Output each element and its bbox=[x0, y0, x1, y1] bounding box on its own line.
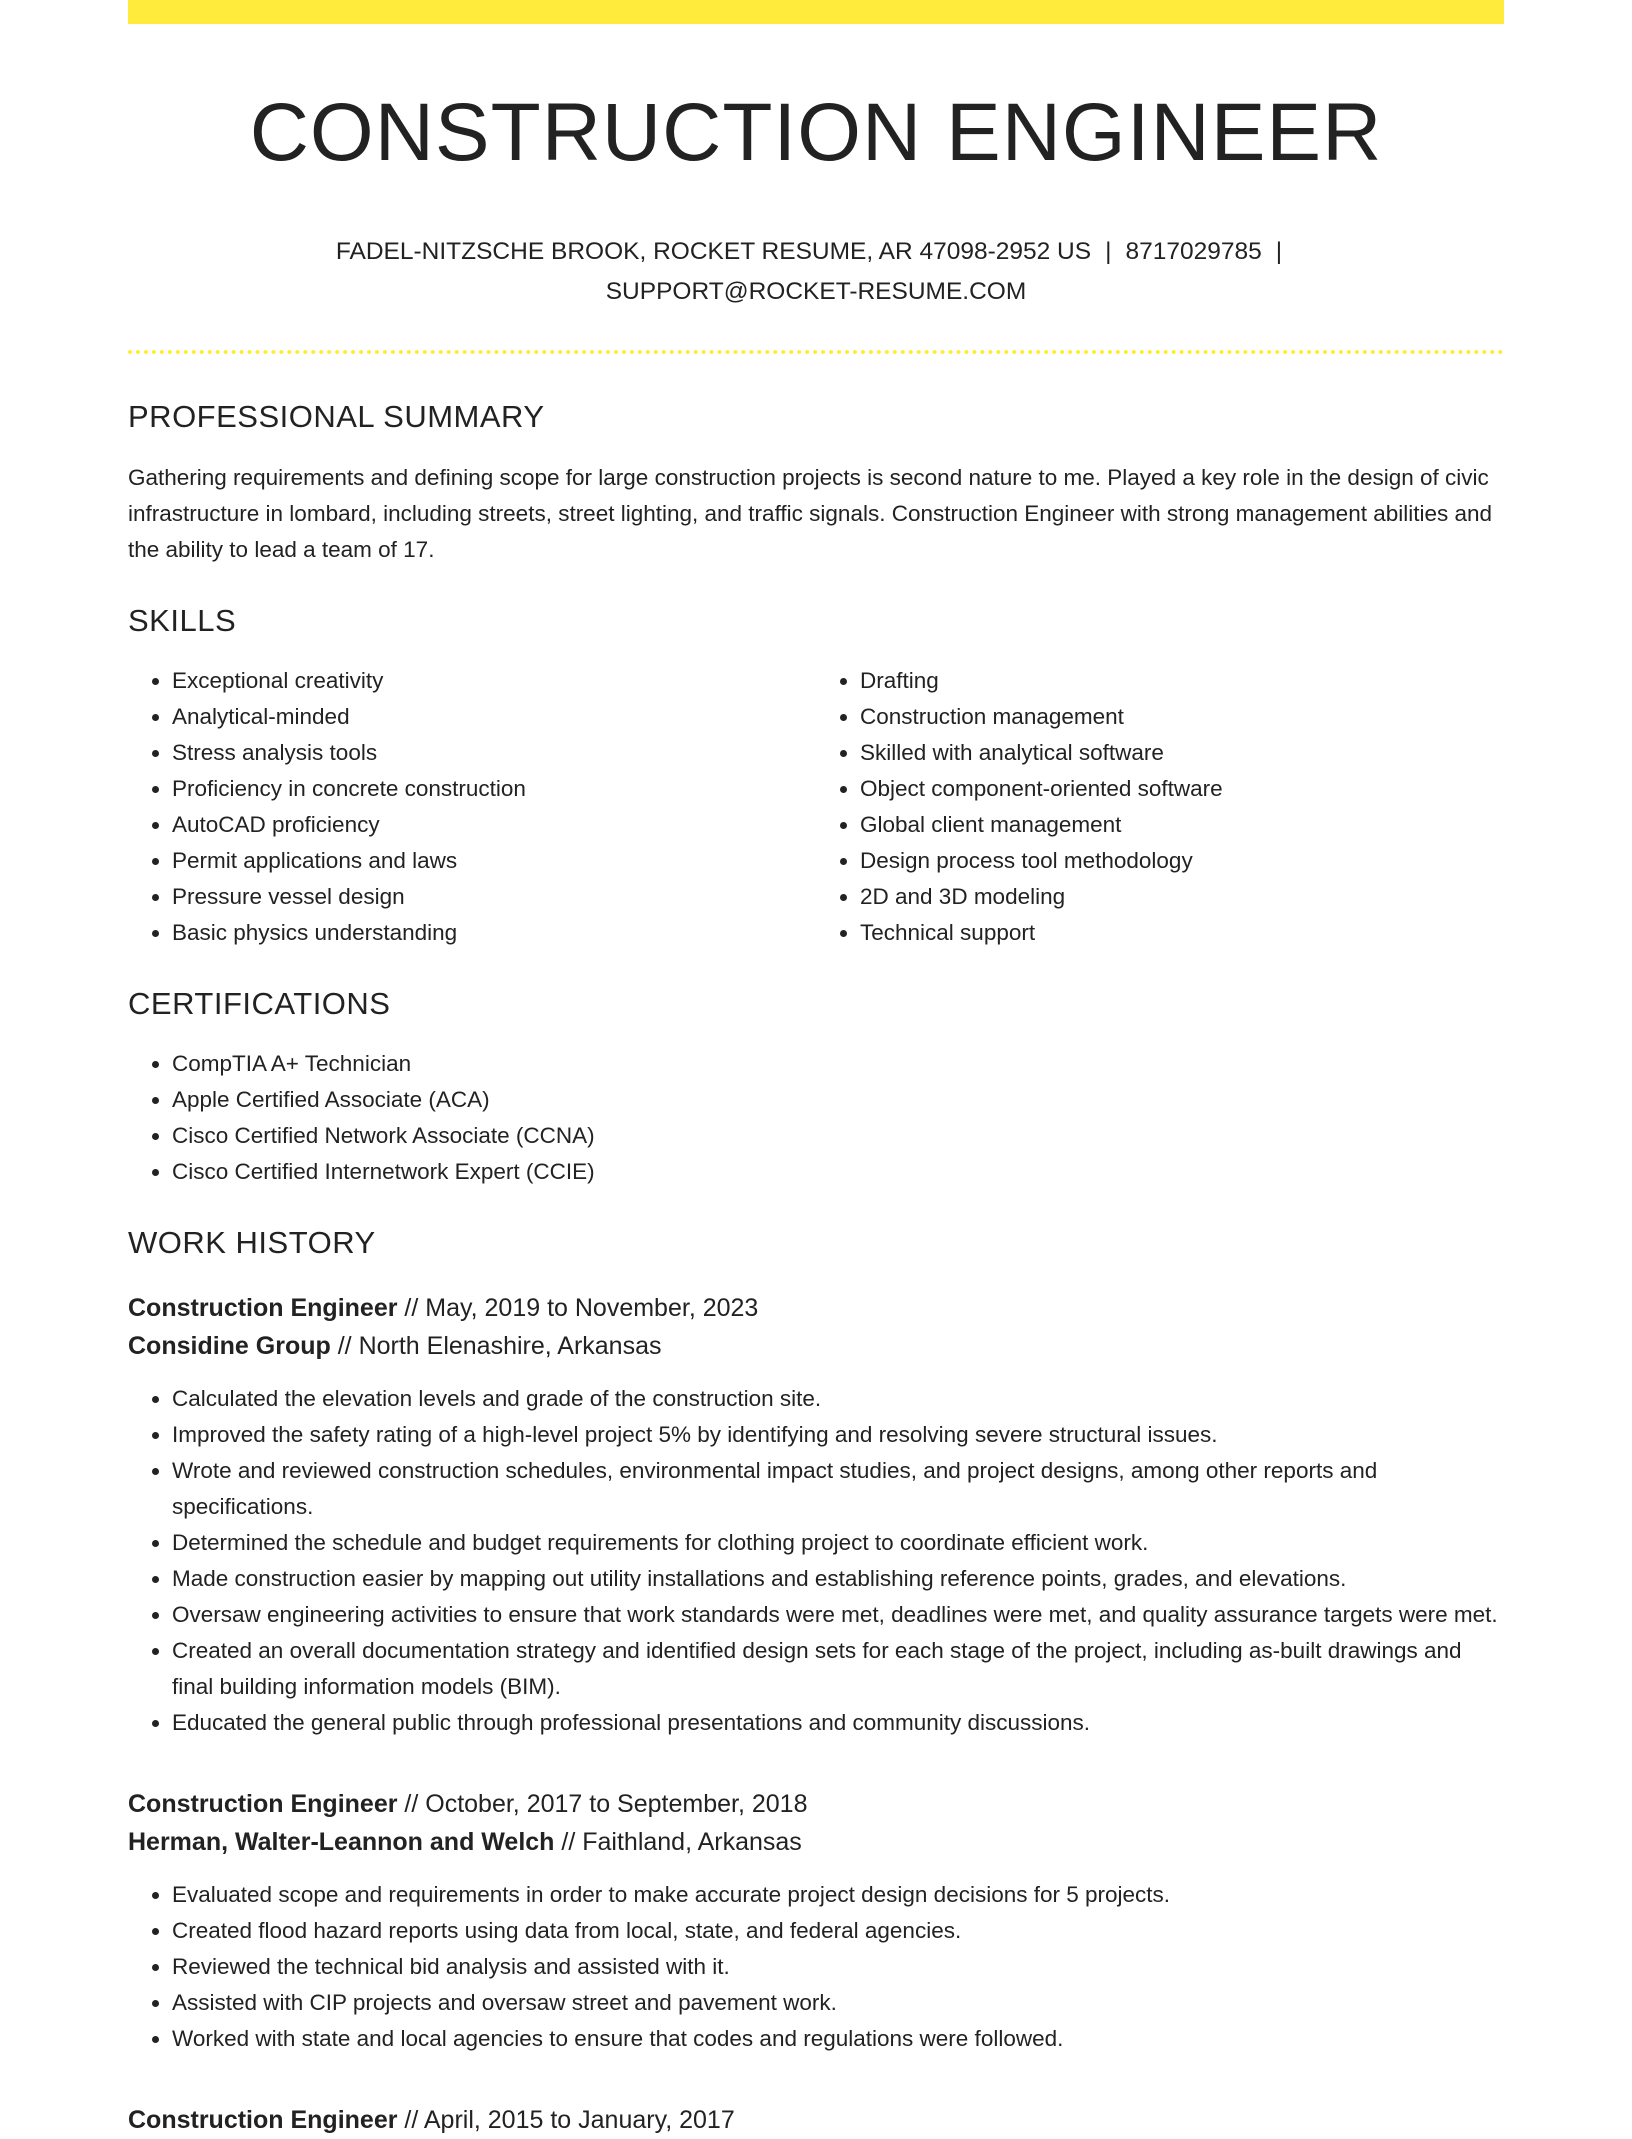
list-item: • Permit applications and laws bbox=[172, 843, 816, 879]
section-heading-summary: PROFESSIONAL SUMMARY bbox=[128, 399, 545, 435]
work-history-section bbox=[128, 1224, 1504, 2139]
list-item: • Apple Certified Associate (ACA) bbox=[172, 1082, 1504, 1118]
job-title-line bbox=[128, 1289, 1504, 1327]
list-item: • CompTIA A+ Technician bbox=[172, 1046, 1504, 1082]
list-item: • Exceptional creativity bbox=[172, 663, 816, 699]
list-item: • Global client management bbox=[860, 807, 1504, 843]
list-item: • Worked with state and local agencies to ensure that codes and regulations were followed. bbox=[172, 2021, 1504, 2057]
list-item: • Pressure vessel design bbox=[172, 879, 816, 915]
job-entry bbox=[128, 1785, 1504, 2057]
phone: 8717029785 bbox=[1125, 238, 1262, 266]
skills-list-left bbox=[128, 663, 816, 951]
list-item: • Skilled with analytical software bbox=[860, 735, 1504, 771]
job-title-line bbox=[128, 1785, 1504, 1823]
accent-bar bbox=[128, 0, 1504, 24]
summary-section bbox=[128, 398, 1504, 567]
job-company: Considine Group bbox=[128, 1332, 331, 1361]
list-item: • Object component-oriented software bbox=[860, 771, 1504, 807]
skills-list-right bbox=[816, 663, 1504, 951]
job-role: Construction Engineer bbox=[128, 1294, 398, 1323]
resume-page bbox=[128, 0, 1504, 2139]
page-title: CONSTRUCTION ENGINEER bbox=[249, 87, 1383, 178]
job-dates: // October, 2017 to September, 2018 bbox=[397, 1790, 808, 1819]
address: FADEL-NITZSCHE BROOK, ROCKET RESUME, AR 47098-2952 US bbox=[335, 238, 1092, 266]
job-company-line bbox=[128, 1823, 1504, 1861]
list-item: • Determined the schedule and budget requirements for clothing project to coordinate efficient work. bbox=[172, 1525, 1504, 1561]
job-entry bbox=[128, 2101, 1504, 2139]
list-item: • Calculated the elevation levels and grade of the construction site. bbox=[172, 1381, 1504, 1417]
list-item: • Made construction easier by mapping out utility installations and establishing reference points, grades, and elevations. bbox=[172, 1561, 1504, 1597]
list-item: • Cisco Certified Network Associate (CCNA) bbox=[172, 1118, 1504, 1154]
section-heading-certifications: CERTIFICATIONS bbox=[128, 985, 391, 1021]
job-entry bbox=[128, 1289, 1504, 1741]
contact-separator: | bbox=[1275, 238, 1283, 266]
section-heading-skills: SKILLS bbox=[128, 602, 237, 638]
list-item: • AutoCAD proficiency bbox=[172, 807, 816, 843]
job-company-line bbox=[128, 1327, 1504, 1365]
job-title-line bbox=[128, 2101, 1504, 2139]
list-item: • Improved the safety rating of a high-level project 5% by identifying and resolving severe structural issues. bbox=[172, 1417, 1504, 1453]
job-bullets bbox=[128, 1381, 1504, 1741]
list-item: • Wrote and reviewed construction schedules, environmental impact studies, and project designs, among other reports and specifications. bbox=[172, 1453, 1504, 1525]
job-company: Herman, Walter-Leannon and Welch bbox=[128, 1828, 555, 1857]
job-bullets bbox=[128, 1877, 1504, 2057]
section-heading-work-history: WORK HISTORY bbox=[128, 1224, 376, 1260]
list-item: • Construction management bbox=[860, 699, 1504, 735]
skills-section bbox=[128, 602, 1504, 951]
list-item: • Educated the general public through professional presentations and community discussions. bbox=[172, 1705, 1504, 1741]
list-item: • Drafting bbox=[860, 663, 1504, 699]
job-dates: // May, 2019 to November, 2023 bbox=[397, 1294, 759, 1323]
list-item: • Reviewed the technical bid analysis and assisted with it. bbox=[172, 1949, 1504, 1985]
list-item: • Oversaw engineering activities to ensure that work standards were met, deadlines were met, and quality assurance targets were met. bbox=[172, 1597, 1504, 1633]
list-item: • Cisco Certified Internetwork Expert (CCIE) bbox=[172, 1154, 1504, 1190]
list-item: • 2D and 3D modeling bbox=[860, 879, 1504, 915]
contact-info bbox=[128, 232, 1504, 312]
certifications-list bbox=[128, 1046, 1504, 1190]
contact-separator: | bbox=[1105, 238, 1112, 266]
list-item: • Technical support bbox=[860, 915, 1504, 951]
list-item: • Created flood hazard reports using data from local, state, and federal agencies. bbox=[172, 1913, 1504, 1949]
job-location: // North Elenashire, Arkansas bbox=[330, 1332, 662, 1361]
header-divider bbox=[128, 350, 1504, 354]
list-item: • Design process tool methodology bbox=[860, 843, 1504, 879]
list-item: • Proficiency in concrete construction bbox=[172, 771, 816, 807]
skills-columns bbox=[128, 639, 1504, 951]
summary-text: Gathering requirements and defining scope for large construction projects is second nature to me. Played a key role in the design of civic infrastructure in lombard, including streets, street lighting, and traffic signals. Construction Engineer with strong management abilities and the ability to lead a team of 17. bbox=[128, 464, 1493, 562]
job-role: Construction Engineer bbox=[128, 1790, 398, 1819]
list-item: • Evaluated scope and requirements in order to make accurate project design decisions for 5 projects. bbox=[172, 1877, 1504, 1913]
job-role: Construction Engineer bbox=[128, 2106, 398, 2135]
list-item: • Stress analysis tools bbox=[172, 735, 816, 771]
list-item: • Assisted with CIP projects and oversaw street and pavement work. bbox=[172, 1985, 1504, 2021]
certifications-section bbox=[128, 985, 1504, 1190]
email: SUPPORT@ROCKET-RESUME.COM bbox=[605, 278, 1027, 306]
list-item: • Basic physics understanding bbox=[172, 915, 816, 951]
list-item: • Analytical-minded bbox=[172, 699, 816, 735]
job-dates: // April, 2015 to January, 2017 bbox=[397, 2106, 735, 2135]
list-item: • Created an overall documentation strategy and identified design sets for each stage of the project, including as-built drawings and final building information models (BIM). bbox=[172, 1633, 1504, 1705]
job-location: // Faithland, Arkansas bbox=[554, 1828, 802, 1857]
